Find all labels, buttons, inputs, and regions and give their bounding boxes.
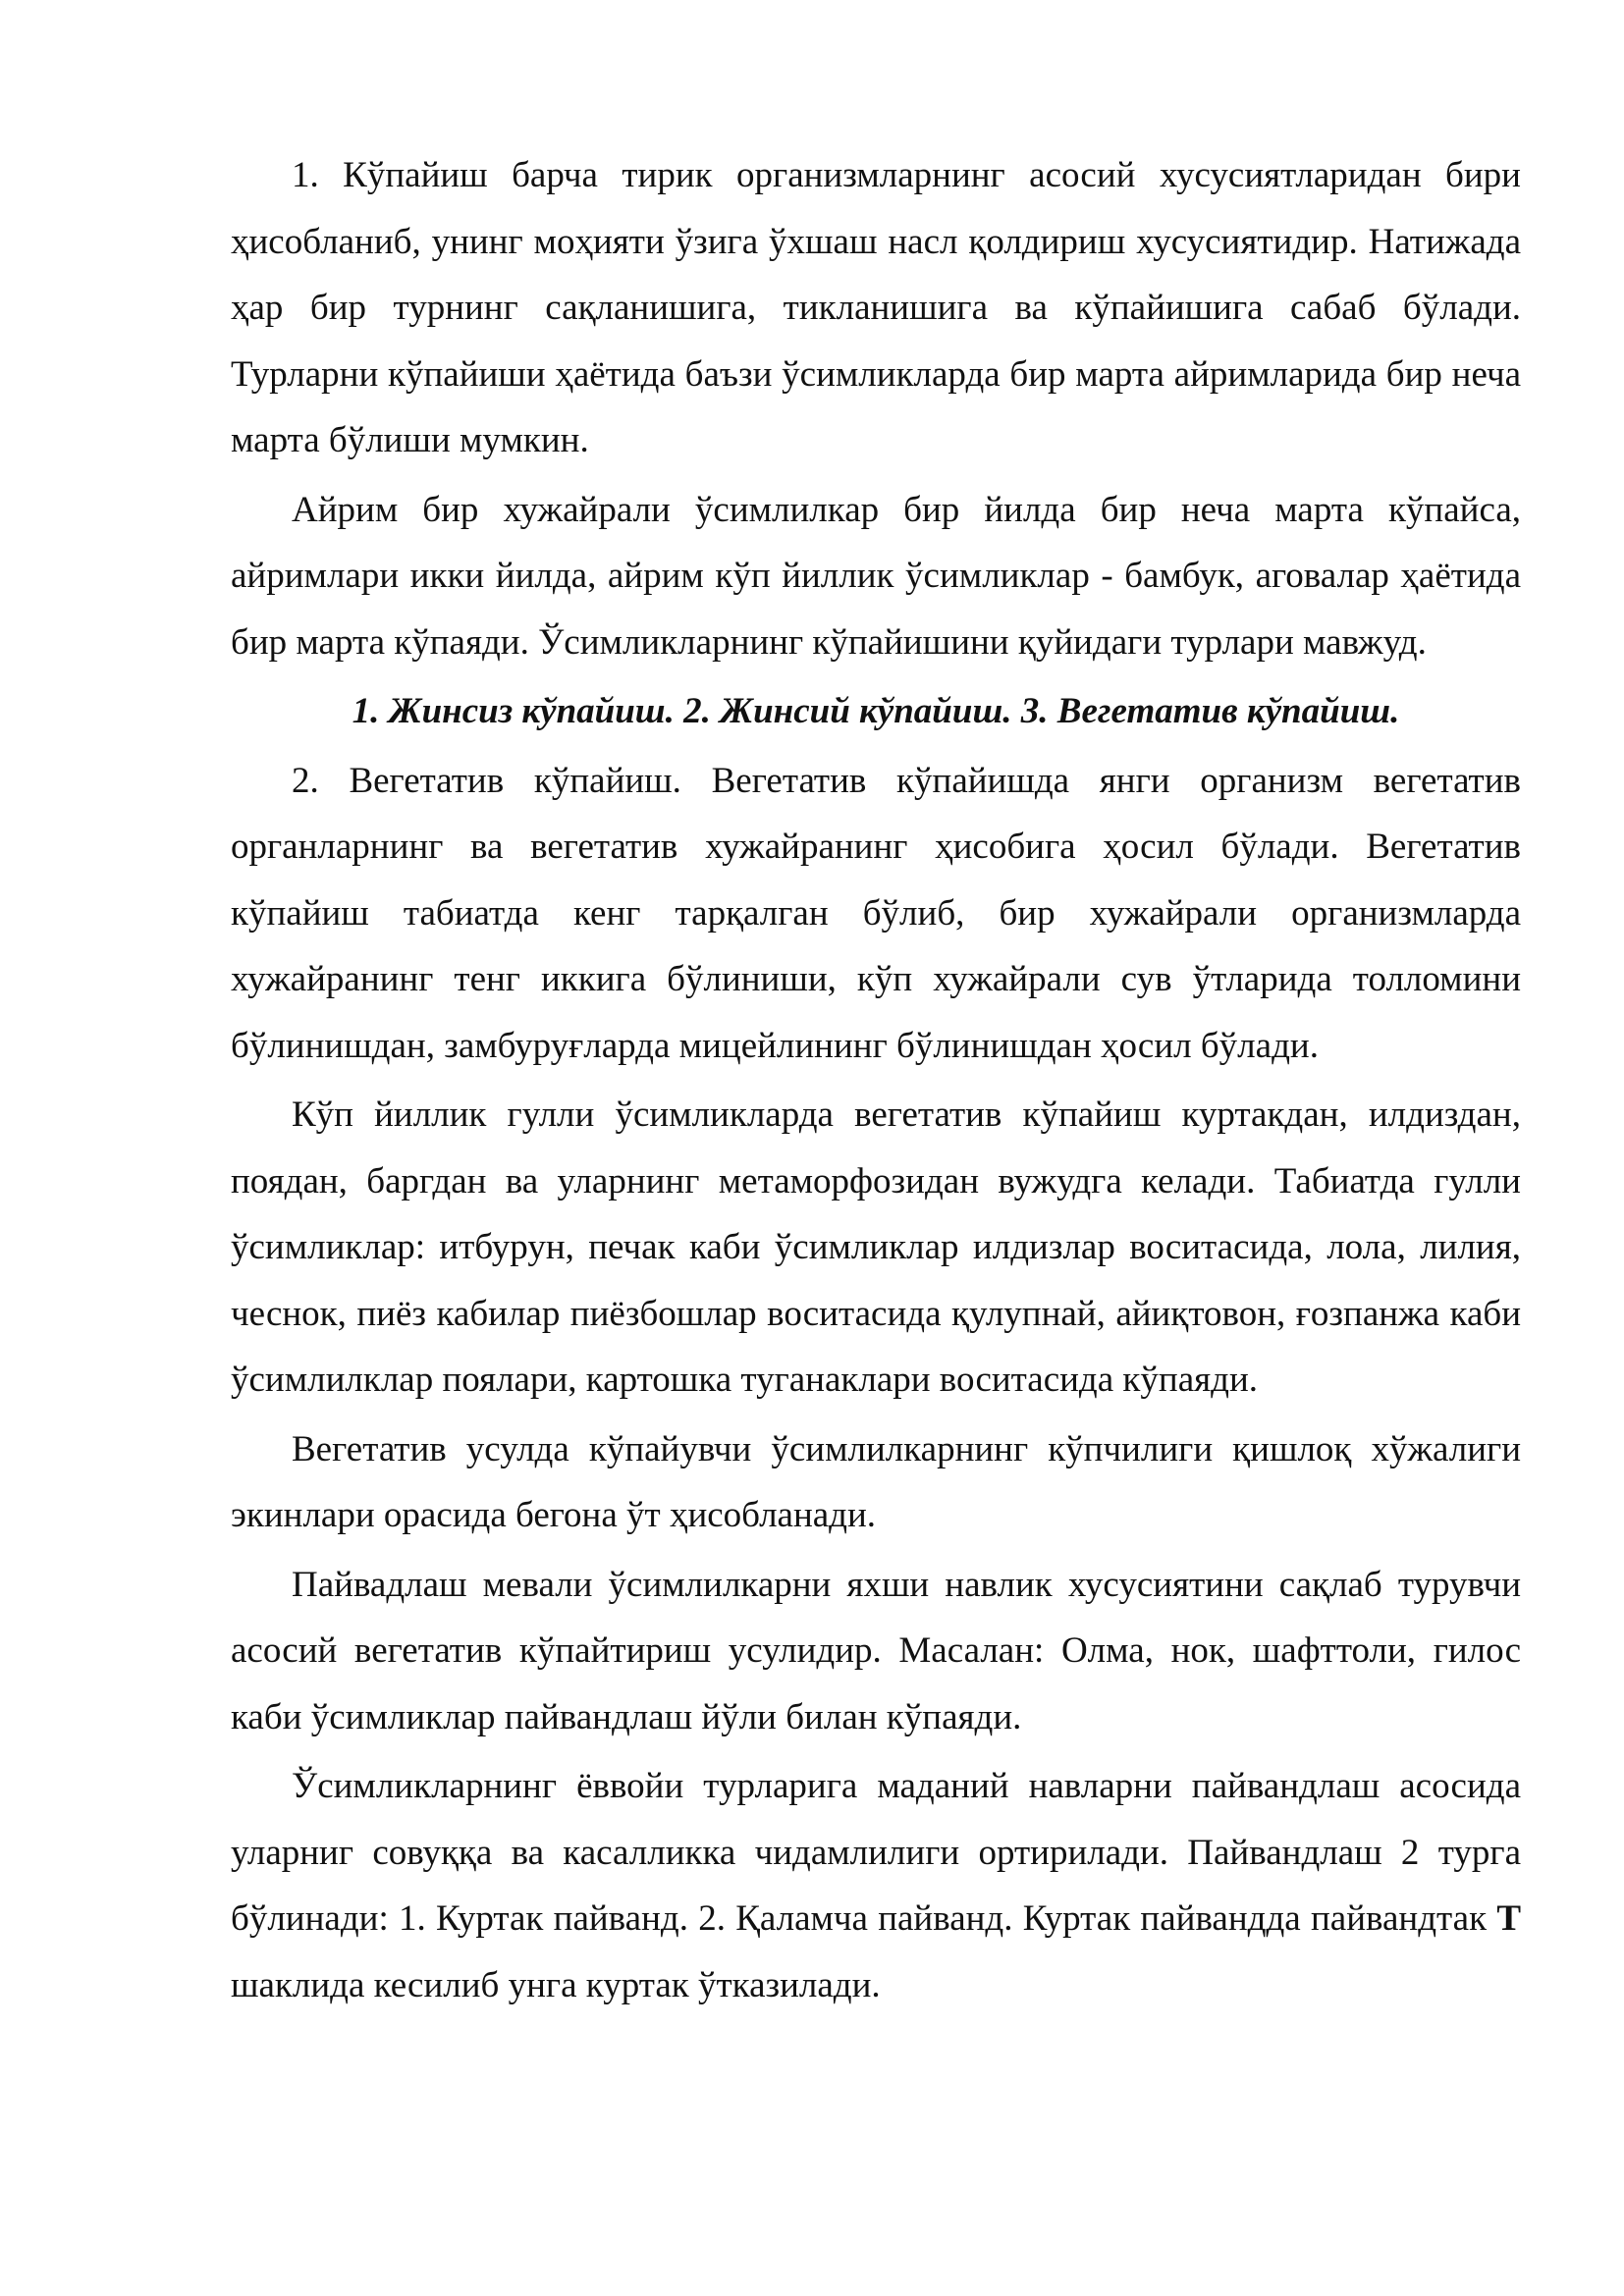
paragraph-4: Кўп йиллик гулли ўсимликларда вегетатив кўпайиш куртакдан, илдиздан, поядан, баргдан ва уларнинг метаморфозидан вужудга келади. Табиатда гулли ўсимликлар: итбурун, печак каби ўсимликлар илдизлар воситасида, лола, лилия, чеснок, пиёз кабилар пиёзбошлар воситасида қулупнай, айиқтовон, ғозпанжа каби ўсимлилклар поялари, картошка туганаклари воситасида кўпаяди.	[231, 1095, 1521, 1400]
paragraph-7-bold-letter: Т	[1496, 1898, 1521, 1939]
paragraph-1: 1. Кўпайиш барча тирик организмларнинг асосий хусусиятларидан бири ҳисобланиб, унинг моҳияти ўзига ўхшаш насл қолдириш хусусиятидир. Натижада ҳар бир турнинг сақланишига, тикланишига ва кўпайишига сабаб бўлади. Турларни кўпайиши ҳаётида баъзи ўсимликларда бир марта айримларида бир неча марта бўлиши мумкин.	[231, 155, 1521, 460]
paragraph-2: Айрим бир хужайрали ўсимлилкар бир йилда бир неча марта кўпайса, айримлари икки йилда, айрим кўп йиллик ўсимликлар - бамбук, аговалар ҳаётида бир марта кўпаяди. Ўсимликларнинг кўпайишини қуйидаги турлари мавжуд.	[231, 489, 1521, 663]
paragraph-7	[231, 1753, 1521, 2018]
paragraph-7-text-end: шаклида кесилиб унга куртак ўтказилади.	[231, 1964, 881, 2005]
paragraph-5: Вегетатив усулда кўпайувчи ўсимлилкарнинг кўпчилиги қишлоқ хўжалиги экинлари орасида бегона ўт ҳисобланади.	[231, 1428, 1521, 1535]
reproduction-types-heading: 1. Жинсиз кўпайиш. 2. Жинсий кўпайиш. 3. Вегетатив кўпайиш.	[352, 691, 1400, 731]
paragraph-6: Пайвадлаш мевали ўсимлилкарни яхши навлик хусусиятини сақлаб турувчи асосий вегетатив кўпайтириш усулидир. Масалан: Олма, нок, шафттоли, гилос каби ўсимликлар пайвандлаш йўли билан кўпаяди.	[231, 1564, 1521, 1737]
paragraph-3: 2. Вегетатив кўпайиш. Вегетатив кўпайишда янги организм вегетатив органларнинг ва вегетатив хужайранинг ҳисобига ҳосил бўлади. Вегетатив кўпайиш табиатда кенг тарқалган бўлиб, бир хужайрали организмларда хужайранинг тенг иккига бўлиниши, кўп хужайрали сув ўтларида толломини бўлинишдан, замбуруғларда мицейлининг бўлинишдан ҳосил бўлади.	[231, 760, 1521, 1066]
paragraph-7-text-start: Ўсимликларнинг ёввойи турларига маданий навларни пайвандлаш асосида уларниг совуққа ва касалликка чидамлилиги ортирилади. Пайвандлаш 2 турга бўлинади: 1. Куртак пайванд. 2. Қаламча пайванд. Куртак пайвандда пайвандтак	[231, 1766, 1521, 1939]
